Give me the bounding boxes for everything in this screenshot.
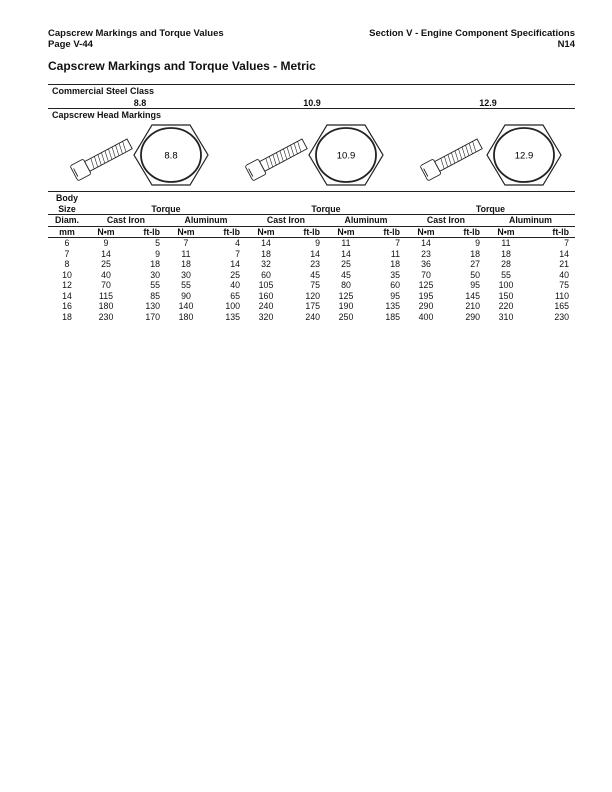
diameter-cell: 7 [64, 248, 70, 259]
torque-value-cell: 7 [183, 238, 189, 248]
unit-ftlb: ft-lb [446, 226, 486, 238]
torque-value-cell: 32 [261, 259, 271, 269]
engine-model: N14 [557, 39, 575, 50]
page-title: Capscrew Markings and Torque Values - Metric [48, 59, 316, 73]
section-title: Section V - Engine Component Specifications [369, 28, 575, 39]
torque-value-cell: 9 [315, 238, 320, 248]
table-row [48, 270, 575, 281]
torque-value-cell: 18 [181, 259, 191, 269]
torque-value-cell: 230 [554, 311, 569, 322]
torque-value-cell: 4 [235, 238, 240, 248]
torque-value-cell: 25 [101, 259, 111, 269]
torque-value-cell: 310 [498, 311, 514, 322]
torque-value-cell: 25 [230, 269, 240, 280]
torque-value-cell: 9 [475, 238, 480, 248]
torque-value-cell: 210 [465, 301, 480, 311]
torque-value-cell: 14 [341, 248, 351, 259]
torque-value-cell: 11 [501, 238, 511, 248]
torque-value-cell: 320 [258, 311, 274, 322]
unit-nm: N•m [406, 226, 446, 238]
body-size-header: Body [56, 193, 78, 203]
torque-value-cell: 27 [470, 259, 480, 269]
torque-value-cell: 175 [305, 301, 320, 311]
torque-value-cell: 100 [225, 301, 240, 311]
torque-value-cell: 110 [554, 290, 569, 301]
torque-value-cell: 18 [390, 259, 400, 269]
torque-value-cell: 23 [421, 248, 431, 259]
torque-value-cell: 190 [338, 301, 354, 311]
unit-ftlb: ft-lb [206, 226, 246, 238]
hex-head-marking-icon [132, 123, 210, 187]
torque-value-cell: 240 [305, 311, 320, 322]
torque-value-cell: 165 [554, 301, 569, 311]
unit-nm: N•m [86, 226, 126, 238]
torque-value-cell: 11 [341, 238, 351, 248]
torque-value-cell: 5 [155, 238, 160, 248]
torque-value-cell: 14 [421, 238, 431, 248]
aluminum-header: Aluminum [486, 215, 575, 227]
torque-value-cell: 250 [338, 311, 354, 322]
diameter-cell: 14 [62, 290, 72, 301]
capscrew-bolt-icon [66, 128, 138, 188]
torque-value-cell: 18 [470, 248, 480, 259]
diameter-cell: 12 [62, 280, 72, 290]
diameter-cell: 10 [62, 269, 72, 280]
torque-value-cell: 35 [390, 269, 400, 280]
torque-value-cell: 230 [98, 311, 114, 322]
torque-value-cell: 100 [498, 280, 514, 290]
divider [48, 191, 575, 192]
torque-value-cell: 150 [498, 290, 514, 301]
torque-value-cell: 65 [230, 290, 240, 301]
table-row [48, 238, 575, 249]
torque-value-cell: 145 [465, 290, 480, 301]
table-row [48, 291, 575, 302]
torque-value-cell: 36 [421, 259, 431, 269]
torque-value-cell: 40 [230, 280, 240, 290]
torque-value-cell: 140 [178, 301, 194, 311]
torque-value-cell: 11 [181, 248, 191, 259]
table-row [48, 280, 575, 291]
diameter-cell: 18 [62, 311, 72, 322]
torque-value-cell: 18 [501, 248, 511, 259]
aluminum-header: Aluminum [326, 215, 406, 227]
torque-value-cell: 135 [385, 301, 400, 311]
torque-value-cell: 95 [390, 290, 400, 301]
torque-value-cell: 30 [150, 269, 160, 280]
torque-value-cell: 14 [230, 259, 240, 269]
torque-value-cell: 23 [310, 259, 320, 269]
body-size-header: Size [48, 204, 86, 215]
torque-value-cell: 180 [98, 301, 114, 311]
torque-value-cell: 80 [341, 280, 351, 290]
page-header-right [369, 28, 575, 50]
torque-value-cell: 55 [150, 280, 160, 290]
torque-value-cell: 7 [395, 238, 400, 248]
torque-value-cell: 55 [501, 269, 511, 280]
torque-value-cell: 11 [390, 248, 400, 259]
torque-value-cell: 185 [385, 311, 400, 322]
document-title: Capscrew Markings and Torque Values [48, 28, 224, 39]
torque-value-cell: 14 [310, 248, 320, 259]
torque-value-cell: 25 [341, 259, 351, 269]
torque-value-cell: 160 [258, 290, 274, 301]
diam-header: Diam. [48, 215, 86, 227]
torque-value-cell: 70 [421, 269, 431, 280]
unit-ftlb: ft-lb [126, 226, 166, 238]
torque-value-cell: 30 [181, 269, 191, 280]
unit-nm: N•m [486, 226, 526, 238]
torque-value-cell: 70 [101, 280, 111, 290]
torque-value-cell: 40 [559, 269, 569, 280]
unit-nm: N•m [326, 226, 366, 238]
torque-value-cell: 220 [498, 301, 514, 311]
torque-value-cell: 85 [150, 290, 160, 301]
torque-value-cell: 400 [418, 311, 434, 322]
capscrew-bolt-icon [241, 128, 313, 188]
table-row [48, 259, 575, 270]
torque-value-cell: 75 [559, 280, 569, 290]
page-header-left [48, 28, 224, 50]
torque-header-12-9: Torque [406, 204, 575, 215]
torque-value-cell: 28 [501, 259, 511, 269]
aluminum-header: Aluminum [166, 215, 246, 227]
torque-value-cell: 7 [235, 248, 240, 259]
diameter-cell: 16 [62, 301, 72, 311]
torque-value-cell: 75 [310, 280, 320, 290]
torque-value-cell: 14 [559, 248, 569, 259]
torque-value-cell: 21 [559, 259, 569, 269]
unit-ftlb: ft-lb [366, 226, 406, 238]
diameter-cell: 6 [64, 238, 70, 248]
divider [48, 108, 575, 109]
class-8-8: 8.8 [133, 98, 147, 108]
unit-nm: N•m [166, 226, 206, 238]
torque-value-cell: 105 [258, 280, 274, 290]
torque-value-cell: 170 [145, 311, 160, 322]
cast-iron-header: Cast Iron [406, 215, 486, 227]
unit-ftlb: ft-lb [526, 226, 575, 238]
torque-value-cell: 290 [418, 301, 434, 311]
torque-value-cell: 18 [261, 248, 271, 259]
hex-mark-8-8: 8.8 [164, 150, 178, 162]
page-number: Page V-44 [48, 39, 93, 50]
torque-value-cell: 9 [103, 238, 109, 248]
cast-iron-header: Cast Iron [86, 215, 166, 227]
torque-value-cell: 40 [101, 269, 111, 280]
class-12-9: 12.9 [479, 98, 497, 108]
torque-value-cell: 45 [310, 269, 320, 280]
torque-value-cell: 14 [101, 248, 111, 259]
divider [48, 84, 575, 85]
torque-value-cell: 125 [338, 290, 354, 301]
torque-value-cell: 125 [418, 280, 434, 290]
diameter-cell: 8 [64, 259, 70, 269]
torque-value-cell: 45 [341, 269, 351, 280]
steel-class-label: Commercial Steel Class [52, 86, 155, 96]
torque-value-cell: 50 [470, 269, 480, 280]
torque-value-cell: 7 [564, 238, 569, 248]
torque-value-cell: 14 [261, 238, 271, 248]
hex-mark-10-9: 10.9 [336, 150, 356, 162]
cast-iron-header: Cast Iron [246, 215, 326, 227]
torque-value-cell: 95 [470, 280, 480, 290]
head-markings-label: Capscrew Head Markings [52, 110, 162, 120]
torque-value-cell: 135 [225, 311, 240, 322]
unit-ftlb: ft-lb [286, 226, 326, 238]
capscrew-bolt-icon [416, 128, 488, 188]
table-row [48, 301, 575, 312]
torque-table [48, 193, 575, 322]
hex-head-marking-icon [485, 123, 563, 187]
torque-table-body [48, 238, 575, 323]
torque-value-cell: 18 [150, 259, 160, 269]
table-row [48, 249, 575, 260]
torque-header-8-8: Torque [86, 204, 246, 215]
unit-mm: mm [48, 226, 86, 238]
torque-value-cell: 60 [390, 280, 400, 290]
unit-nm: N•m [246, 226, 286, 238]
class-10-9: 10.9 [303, 98, 321, 108]
hex-head-marking-icon [307, 123, 385, 187]
torque-value-cell: 180 [178, 311, 194, 322]
torque-value-cell: 290 [465, 311, 480, 322]
torque-header-10-9: Torque [246, 204, 406, 215]
torque-value-cell: 90 [181, 290, 191, 301]
hex-mark-12-9: 12.9 [514, 150, 534, 162]
torque-value-cell: 60 [261, 269, 271, 280]
torque-value-cell: 115 [98, 290, 114, 301]
torque-value-cell: 55 [181, 280, 191, 290]
torque-value-cell: 9 [155, 248, 160, 259]
table-row [48, 312, 575, 323]
torque-value-cell: 240 [258, 301, 274, 311]
torque-value-cell: 195 [418, 290, 434, 301]
torque-value-cell: 120 [305, 290, 320, 301]
torque-value-cell: 130 [145, 301, 160, 311]
